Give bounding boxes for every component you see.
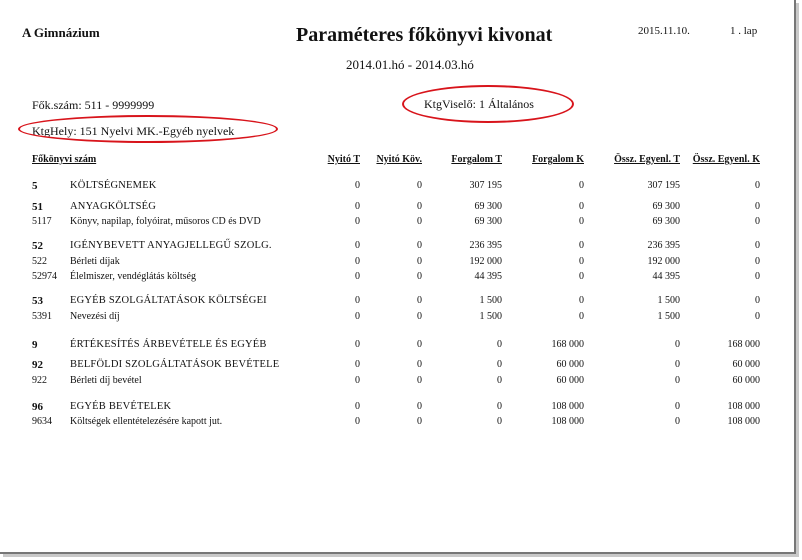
amount-cell: 0 [755, 295, 760, 306]
table-row [0, 180, 802, 195]
account-name: EGYÉB SZOLGÁLTATÁSOK KÖLTSÉGEI [70, 295, 267, 306]
report-title: Paraméteres főkönyvi kivonat [296, 24, 553, 46]
account-code: 96 [32, 401, 43, 413]
account-code: 92 [32, 359, 43, 371]
column-header-nyito-t: Nyitó T [327, 154, 360, 165]
amount-cell: 0 [675, 416, 680, 427]
account-name: Élelmiszer, vendéglátás költség [70, 271, 196, 282]
column-header-forgalom-k: Forgalom K [532, 154, 584, 165]
account-range: Fők.szám: 511 - 9999999 [32, 98, 155, 112]
account-code: 52 [32, 240, 43, 252]
amount-cell: 0 [579, 201, 584, 212]
amount-cell: 0 [355, 180, 360, 191]
account-code: 9 [32, 339, 38, 351]
account-code: 922 [32, 375, 47, 386]
amount-cell: 0 [755, 180, 760, 191]
organization-name: A Gimnázium [22, 25, 100, 40]
amount-cell: 236 395 [469, 240, 502, 251]
account-name: BELFÖLDI SZOLGÁLTATÁSOK BEVÉTELE [70, 359, 280, 370]
highlight-ellipse-cost-bearer [402, 85, 574, 123]
amount-cell: 0 [355, 201, 360, 212]
account-name: Bérleti díjak [70, 256, 120, 267]
amount-cell: 0 [355, 375, 360, 386]
table-row [0, 339, 802, 354]
table-row [0, 256, 802, 271]
amount-cell: 108 000 [727, 401, 760, 412]
account-name: Nevezési díj [70, 311, 120, 322]
amount-cell: 0 [675, 401, 680, 412]
account-name: Költségek ellentételezésére kapott jut. [70, 416, 223, 427]
table-row [0, 359, 802, 374]
amount-cell: 0 [579, 240, 584, 251]
amount-cell: 0 [755, 256, 760, 267]
amount-cell: 1 500 [657, 295, 680, 306]
column-header-account: Főkönyvi szám [32, 154, 97, 165]
table-row [0, 240, 802, 255]
amount-cell: 0 [355, 216, 360, 227]
amount-cell: 0 [355, 295, 360, 306]
amount-cell: 60 000 [556, 359, 584, 370]
amount-cell: 0 [417, 401, 422, 412]
account-code: 51 [32, 201, 43, 213]
table-row [0, 375, 802, 390]
amount-cell: 0 [755, 271, 760, 282]
amount-cell: 0 [417, 295, 422, 306]
amount-cell: 0 [497, 339, 502, 350]
amount-cell: 0 [355, 256, 360, 267]
table-row [0, 311, 802, 326]
account-code: 5 [32, 180, 38, 192]
column-header-ossz-t: Össz. Egyenl. T [614, 154, 680, 165]
amount-cell: 192 000 [647, 256, 680, 267]
amount-cell: 0 [675, 375, 680, 386]
account-code: 9634 [32, 416, 52, 427]
column-header-nyito-kov: Nyitó Köv. [376, 154, 422, 165]
amount-cell: 108 000 [551, 401, 584, 412]
account-name: KÖLTSÉGNEMEK [70, 180, 157, 191]
amount-cell: 44 395 [652, 271, 680, 282]
amount-cell: 0 [579, 180, 584, 191]
amount-cell: 0 [579, 311, 584, 322]
amount-cell: 0 [417, 339, 422, 350]
amount-cell: 0 [579, 256, 584, 267]
amount-cell: 0 [579, 216, 584, 227]
amount-cell: 108 000 [551, 416, 584, 427]
account-name: Bérleti díj bevétel [70, 375, 142, 386]
account-name: Könyv, napilap, folyóirat, műsoros CD és DVD [70, 216, 261, 227]
account-code: 52974 [32, 271, 57, 282]
amount-cell: 1 500 [657, 311, 680, 322]
amount-cell: 1 500 [479, 295, 502, 306]
account-name: IGÉNYBEVETT ANYAGJELLEGŰ SZOLG. [70, 240, 272, 251]
amount-cell: 0 [355, 271, 360, 282]
amount-cell: 0 [417, 180, 422, 191]
amount-cell: 69 300 [474, 201, 502, 212]
amount-cell: 0 [579, 271, 584, 282]
amount-cell: 0 [355, 311, 360, 322]
account-name: EGYÉB BEVÉTELEK [70, 401, 172, 412]
amount-cell: 0 [497, 416, 502, 427]
amount-cell: 60 000 [732, 359, 760, 370]
amount-cell: 307 195 [469, 180, 502, 191]
amount-cell: 0 [417, 311, 422, 322]
amount-cell: 0 [417, 416, 422, 427]
amount-cell: 69 300 [474, 216, 502, 227]
table-row [0, 416, 802, 431]
highlight-ellipse-cost-center [18, 115, 278, 143]
amount-cell: 0 [675, 359, 680, 370]
amount-cell: 236 395 [647, 240, 680, 251]
amount-cell: 0 [417, 375, 422, 386]
amount-cell: 0 [497, 375, 502, 386]
amount-cell: 60 000 [556, 375, 584, 386]
cost-bearer-filter: KtgViselő: 1 Általános [424, 97, 534, 111]
amount-cell: 69 300 [652, 201, 680, 212]
account-code: 5391 [32, 311, 52, 322]
amount-cell: 0 [355, 401, 360, 412]
amount-cell: 0 [755, 311, 760, 322]
table-row [0, 271, 802, 286]
amount-cell: 60 000 [732, 375, 760, 386]
table-row [0, 295, 802, 310]
account-code: 522 [32, 256, 47, 267]
amount-cell: 0 [417, 359, 422, 370]
amount-cell: 0 [579, 295, 584, 306]
cost-center-filter: KtgHely: 151 Nyelvi MK.-Egyéb nyelvek [32, 124, 235, 138]
column-header-ossz-k: Össz. Egyenl. K [692, 154, 760, 165]
amount-cell: 0 [355, 359, 360, 370]
amount-cell: 108 000 [727, 416, 760, 427]
amount-cell: 0 [355, 339, 360, 350]
amount-cell: 0 [755, 201, 760, 212]
amount-cell: 0 [755, 216, 760, 227]
amount-cell: 1 500 [479, 311, 502, 322]
amount-cell: 0 [417, 240, 422, 251]
account-code: 53 [32, 295, 43, 307]
table-row [0, 201, 802, 216]
amount-cell: 0 [417, 216, 422, 227]
column-header-forgalom-t: Forgalom T [451, 154, 502, 165]
account-code: 5117 [32, 216, 52, 227]
table-row [0, 216, 802, 231]
account-name: ÉRTÉKESÍTÉS ÁRBEVÉTELE ÉS EGYÉB [70, 339, 267, 350]
report-period: 2014.01.hó - 2014.03.hó [346, 57, 474, 72]
amount-cell: 0 [755, 240, 760, 251]
amount-cell: 168 000 [727, 339, 760, 350]
account-name: ANYAGKÖLTSÉG [70, 201, 157, 212]
amount-cell: 69 300 [652, 216, 680, 227]
report-date: 2015.11.10. [638, 25, 690, 37]
table-row [0, 401, 802, 416]
amount-cell: 44 395 [474, 271, 502, 282]
amount-cell: 0 [675, 339, 680, 350]
amount-cell: 0 [355, 416, 360, 427]
amount-cell: 0 [497, 401, 502, 412]
amount-cell: 0 [497, 359, 502, 370]
amount-cell: 192 000 [469, 256, 502, 267]
amount-cell: 0 [417, 256, 422, 267]
amount-cell: 307 195 [647, 180, 680, 191]
amount-cell: 0 [417, 201, 422, 212]
page-number: 1 . lap [730, 25, 758, 37]
amount-cell: 0 [417, 271, 422, 282]
amount-cell: 0 [355, 240, 360, 251]
amount-cell: 168 000 [551, 339, 584, 350]
